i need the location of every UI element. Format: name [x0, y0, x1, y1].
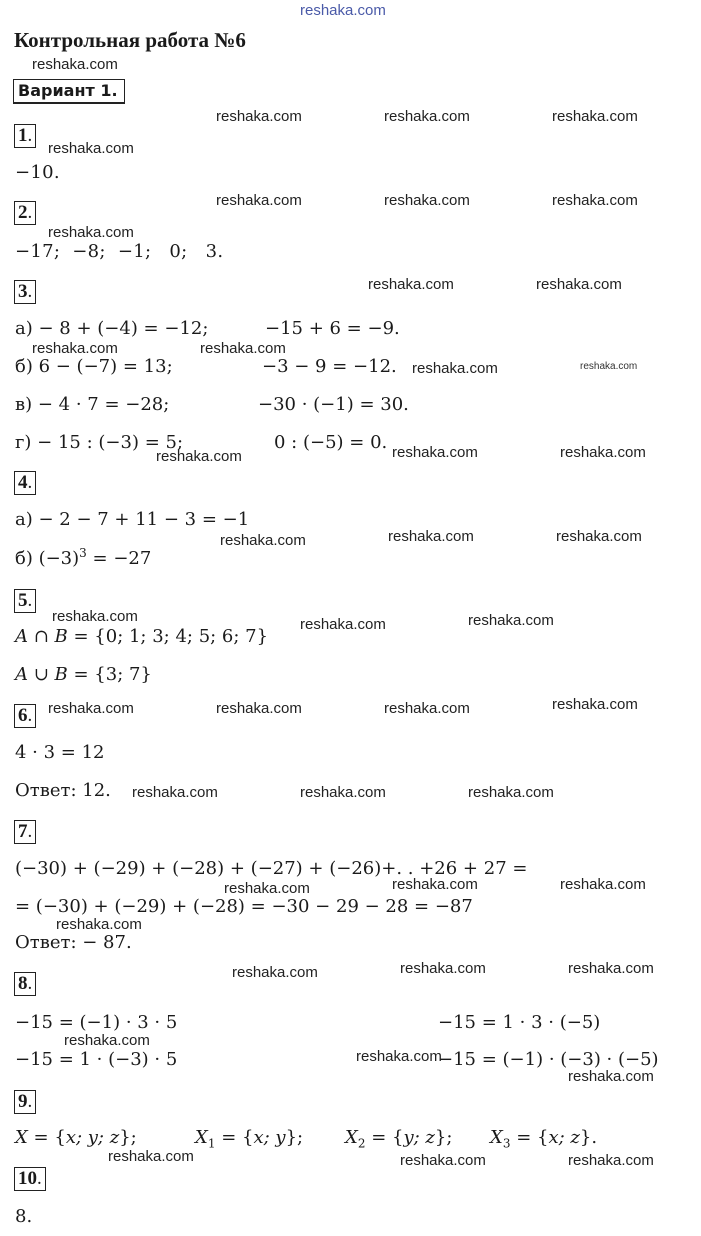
watermark: reshaka.com — [108, 1148, 194, 1165]
task-number-4: 4. — [14, 471, 36, 495]
watermark: reshaka.com — [48, 140, 134, 157]
task-number-2: 2. — [14, 201, 36, 225]
watermark: reshaka.com — [220, 532, 306, 549]
watermark: reshaka.com — [384, 108, 470, 125]
watermark: reshaka.com — [568, 1068, 654, 1085]
task-number-8: 8. — [14, 972, 36, 996]
watermark: reshaka.com — [560, 444, 646, 461]
watermark: reshaka.com — [132, 784, 218, 801]
task-1-answer: −10. — [15, 162, 60, 183]
task-4b-expr: б) $(-3)^3 = -27$ — [15, 546, 152, 569]
task-5-intersection: A ∩ B = {0; 1; 3; 4; 5; 6; 7} — [15, 626, 269, 647]
watermark: reshaka.com — [48, 224, 134, 241]
task-8-left-2: −15 = 1 · (−3) · 5 — [15, 1049, 178, 1070]
watermark: reshaka.com — [388, 528, 474, 545]
task-9-set-x2: $X_2 = \{y$; z}; — [345, 1127, 453, 1151]
watermark: reshaka.com — [368, 276, 454, 293]
task-3a-expr-1: а) − 8 + (−4) = −12; — [15, 318, 209, 339]
watermark: reshaka.com — [300, 784, 386, 801]
watermark: reshaka.com — [64, 1032, 150, 1049]
task-2-answer: −17; −8; −1; 0; 3. — [15, 241, 224, 262]
watermark: reshaka.com — [412, 360, 498, 377]
watermark: reshaka.com — [384, 700, 470, 717]
task-number-3: 3. — [14, 280, 36, 304]
watermark-small: reshaka.com — [580, 361, 638, 372]
task-number-5: 5. — [14, 589, 36, 613]
watermark: reshaka.com — [48, 700, 134, 717]
task-7-line-1: (−30) + (−29) + (−28) + (−27) + (−26)+. . +26 + 27 = — [15, 858, 528, 879]
task-5-union: A ∪ B = {3; 7} — [15, 664, 152, 685]
task-6-expr: 4 · 3 = 12 — [15, 742, 105, 763]
watermark: reshaka.com — [300, 616, 386, 633]
watermark: reshaka.com — [552, 108, 638, 125]
watermark: reshaka.com — [552, 192, 638, 209]
watermark: reshaka.com — [216, 192, 302, 209]
watermark: reshaka.com — [232, 964, 318, 981]
watermark: reshaka.com — [32, 340, 118, 357]
watermark: reshaka.com — [556, 528, 642, 545]
watermark: reshaka.com — [156, 448, 242, 465]
watermark: reshaka.com — [560, 876, 646, 893]
watermark: reshaka.com — [568, 1152, 654, 1169]
task-8-right-1: −15 = 1 · 3 · (−5) — [438, 1012, 601, 1033]
watermark: reshaka.com — [568, 960, 654, 977]
watermark: reshaka.com — [356, 1048, 442, 1065]
watermark: reshaka.com — [200, 340, 286, 357]
watermark: reshaka.com — [468, 612, 554, 629]
task-10-answer: 8. — [15, 1206, 33, 1227]
watermark: reshaka.com — [216, 700, 302, 717]
task-8-right-2: −15 = (−1) · (−3) · (−5) — [438, 1049, 659, 1070]
watermark: reshaka.com — [384, 192, 470, 209]
watermark: reshaka.com — [400, 960, 486, 977]
task-3g-expr-1: г) − 15 : (−3) = 5; — [15, 432, 184, 453]
task-3v-expr-1: в) − 4 · 7 = −28; — [15, 394, 170, 415]
task-8-left-1: −15 = (−1) · 3 · 5 — [15, 1012, 178, 1033]
watermark-top[interactable]: reshaka.com — [300, 2, 386, 19]
task-3b-expr-2: −3 − 9 = −12. — [262, 356, 397, 377]
task-3a-expr-2: −15 + 6 = −9. — [265, 318, 400, 339]
task-number-1: 1. — [14, 124, 36, 148]
watermark: reshaka.com — [468, 784, 554, 801]
watermark: reshaka.com — [216, 108, 302, 125]
task-4a-expr: а) − 2 − 7 + 11 − 3 = −1 — [15, 509, 250, 530]
watermark: reshaka.com — [552, 696, 638, 713]
task-9-set-x1: $X_1 = \{x$; y}; — [195, 1127, 304, 1151]
watermark: reshaka.com — [52, 608, 138, 625]
watermark: reshaka.com — [224, 880, 310, 897]
task-number-6: 6. — [14, 704, 36, 728]
task-6-answer: Ответ: 12. — [15, 780, 111, 801]
task-3g-expr-2: 0 : (−5) = 0. — [274, 432, 388, 453]
task-number-9: 9. — [14, 1090, 36, 1114]
page-title: Контрольная работа №6 — [14, 28, 246, 52]
task-3v-expr-2: −30 · (−1) = 30. — [258, 394, 409, 415]
task-7-line-2: = (−30) + (−29) + (−28) = −30 − 29 − 28 = −87 — [15, 896, 473, 917]
watermark: reshaka.com — [536, 276, 622, 293]
watermark: reshaka.com — [32, 56, 118, 73]
task-number-7: 7. — [14, 820, 36, 844]
watermark: reshaka.com — [400, 1152, 486, 1169]
watermark: reshaka.com — [392, 876, 478, 893]
task-9-set-x: X = {x; y; z}; — [15, 1127, 137, 1148]
task-number-10: 10. — [14, 1167, 46, 1191]
watermark: reshaka.com — [392, 444, 478, 461]
task-3b-expr-1: б) 6 − (−7) = 13; — [15, 356, 173, 377]
watermark: reshaka.com — [56, 916, 142, 933]
task-9-set-x3: $X_3 = \{x$; z}. — [490, 1127, 598, 1151]
task-7-answer: Ответ: − 87. — [15, 932, 132, 953]
variant-label: Вариант 1. — [13, 79, 125, 104]
